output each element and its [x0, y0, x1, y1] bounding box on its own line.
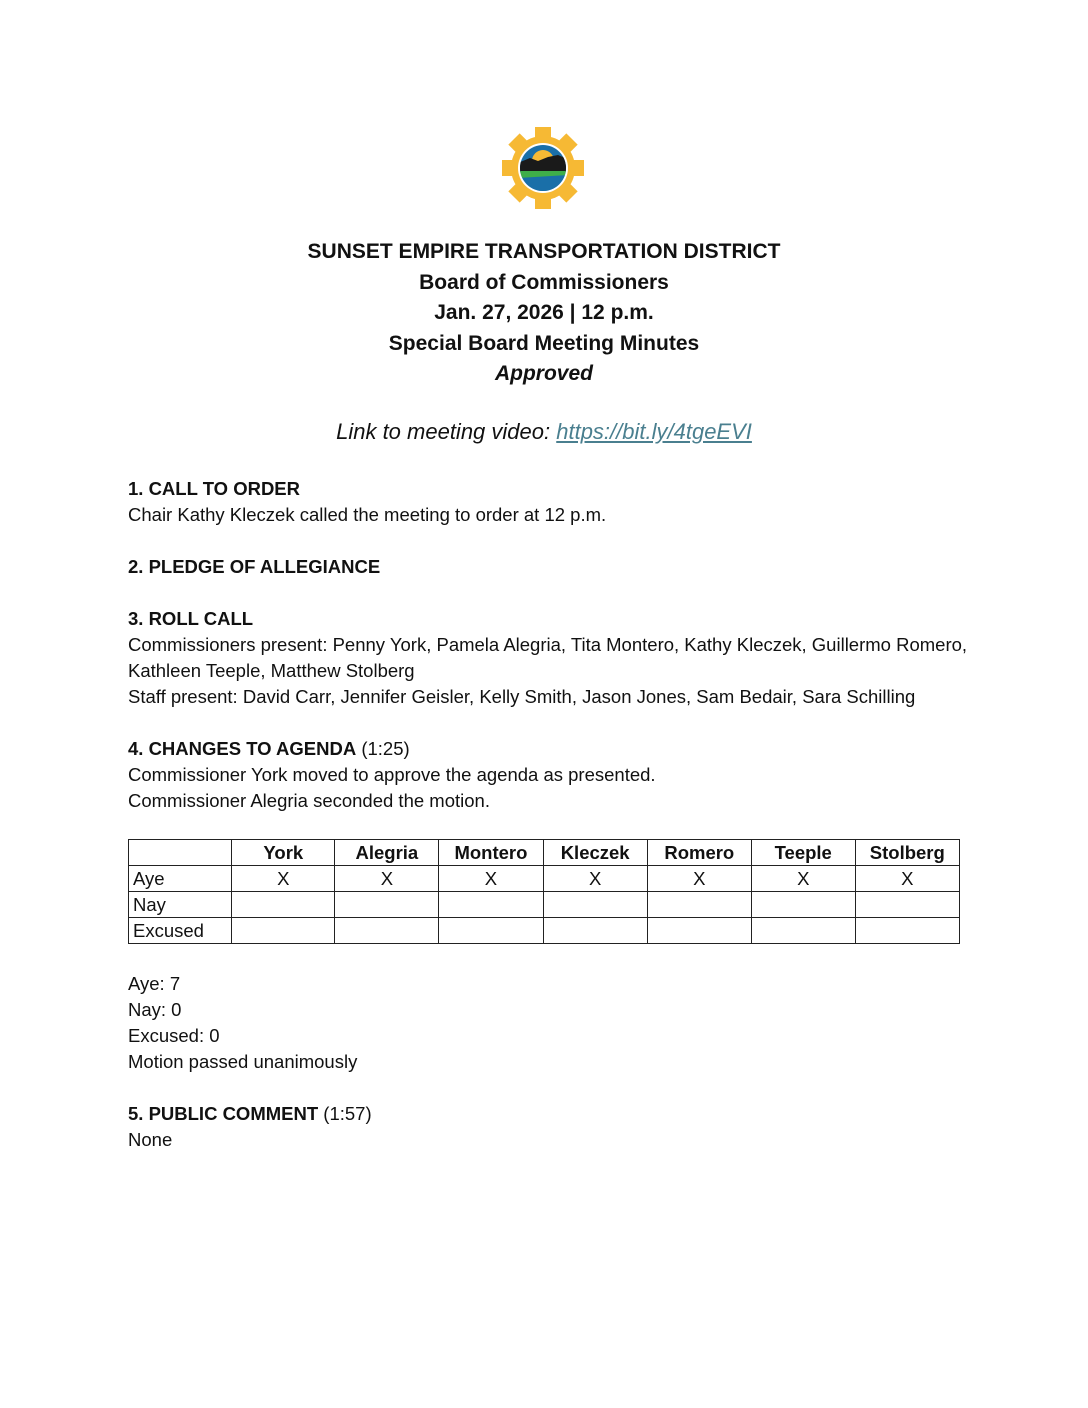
gear-sun-landscape-icon [500, 125, 586, 211]
vote-cell [439, 918, 543, 944]
row-label: Aye [129, 866, 232, 892]
tally-excused: Excused: 0 [128, 1025, 220, 1046]
tally-aye: Aye: 7 [128, 973, 181, 994]
row-label: Excused [129, 918, 232, 944]
agenda-timecode: (1:25) [356, 738, 410, 759]
agenda-second: Commissioner Alegria seconded the motion. [128, 790, 490, 811]
vote-cell: X [232, 866, 335, 892]
org-name: SUNSET EMPIRE TRANSPORTATION DISTRICT [307, 240, 781, 263]
section-heading-public-comment: 5. PUBLIC COMMENT [128, 1103, 319, 1124]
vote-cell [543, 892, 647, 918]
public-comment-timecode: (1:57) [318, 1103, 372, 1124]
vote-cell [855, 892, 959, 918]
column-header: Montero [439, 840, 543, 866]
vote-table-corner [129, 840, 232, 866]
vote-cell: X [647, 866, 751, 892]
motion-result: Motion passed unanimously [128, 1051, 358, 1072]
column-header: Teeple [751, 840, 855, 866]
row-label: Nay [129, 892, 232, 918]
vote-cell: X [335, 866, 439, 892]
document-header [0, 237, 1088, 390]
district-logo [500, 125, 586, 211]
column-header: Romero [647, 840, 751, 866]
section-heading-agenda: 4. CHANGES TO AGENDA [128, 738, 357, 759]
column-header: York [232, 840, 335, 866]
vote-cell [439, 892, 543, 918]
vote-cell [335, 892, 439, 918]
table-row [129, 892, 960, 918]
column-header: Alegria [335, 840, 439, 866]
vote-cell [647, 892, 751, 918]
vote-cell [647, 918, 751, 944]
column-header: Stolberg [855, 840, 959, 866]
table-row [129, 918, 960, 944]
approval-status: Approved [494, 362, 593, 385]
section-heading-public-comment-line [128, 1101, 968, 1127]
vote-cell: X [751, 866, 855, 892]
agenda-motion: Commissioner York moved to approve the agenda as presented. [128, 764, 656, 785]
video-label: Link to meeting video: [336, 419, 557, 444]
meeting-datetime: Jan. 27, 2026 | 12 p.m. [434, 301, 654, 324]
vote-cell: X [855, 866, 959, 892]
vote-table-header [129, 840, 960, 866]
section-heading-roll-call: 3. ROLL CALL [128, 608, 254, 629]
section-heading-pledge: 2. PLEDGE OF ALLEGIANCE [128, 556, 381, 577]
section-heading-agenda-line [128, 736, 968, 762]
vote-cell [751, 892, 855, 918]
meeting-video-line [0, 419, 1088, 445]
vote-cell [855, 918, 959, 944]
staff-present: Staff present: David Carr, Jennifer Geisler, Kelly Smith, Jason Jones, Sam Bedair, Sara Schilling [128, 686, 916, 707]
meeting-video-link[interactable]: https://bit.ly/4tgeEVI [556, 419, 752, 444]
vote-cell [232, 892, 335, 918]
public-comment-text: None [128, 1129, 173, 1150]
table-row [129, 866, 960, 892]
vote-cell [335, 918, 439, 944]
commissioners-present: Commissioners present: Penny York, Pamela Alegria, Tita Montero, Kathy Kleczek, Guillermo Romero, Kathleen Teeple, Matthew Stolberg [128, 634, 968, 681]
section-heading-call-to-order: 1. CALL TO ORDER [128, 478, 301, 499]
column-header: Kleczek [543, 840, 647, 866]
document-title: Special Board Meeting Minutes [388, 331, 700, 355]
vote-table [128, 839, 960, 944]
tally-nay: Nay: 0 [128, 999, 182, 1020]
vote-cell [232, 918, 335, 944]
vote-cell: X [439, 866, 543, 892]
call-to-order-text: Chair Kathy Kleczek called the meeting to order at 12 p.m. [128, 504, 607, 525]
minutes-body [128, 476, 968, 1153]
vote-cell [543, 918, 647, 944]
board-name: Board of Commissioners [419, 270, 669, 294]
vote-cell: X [543, 866, 647, 892]
vote-cell [751, 918, 855, 944]
